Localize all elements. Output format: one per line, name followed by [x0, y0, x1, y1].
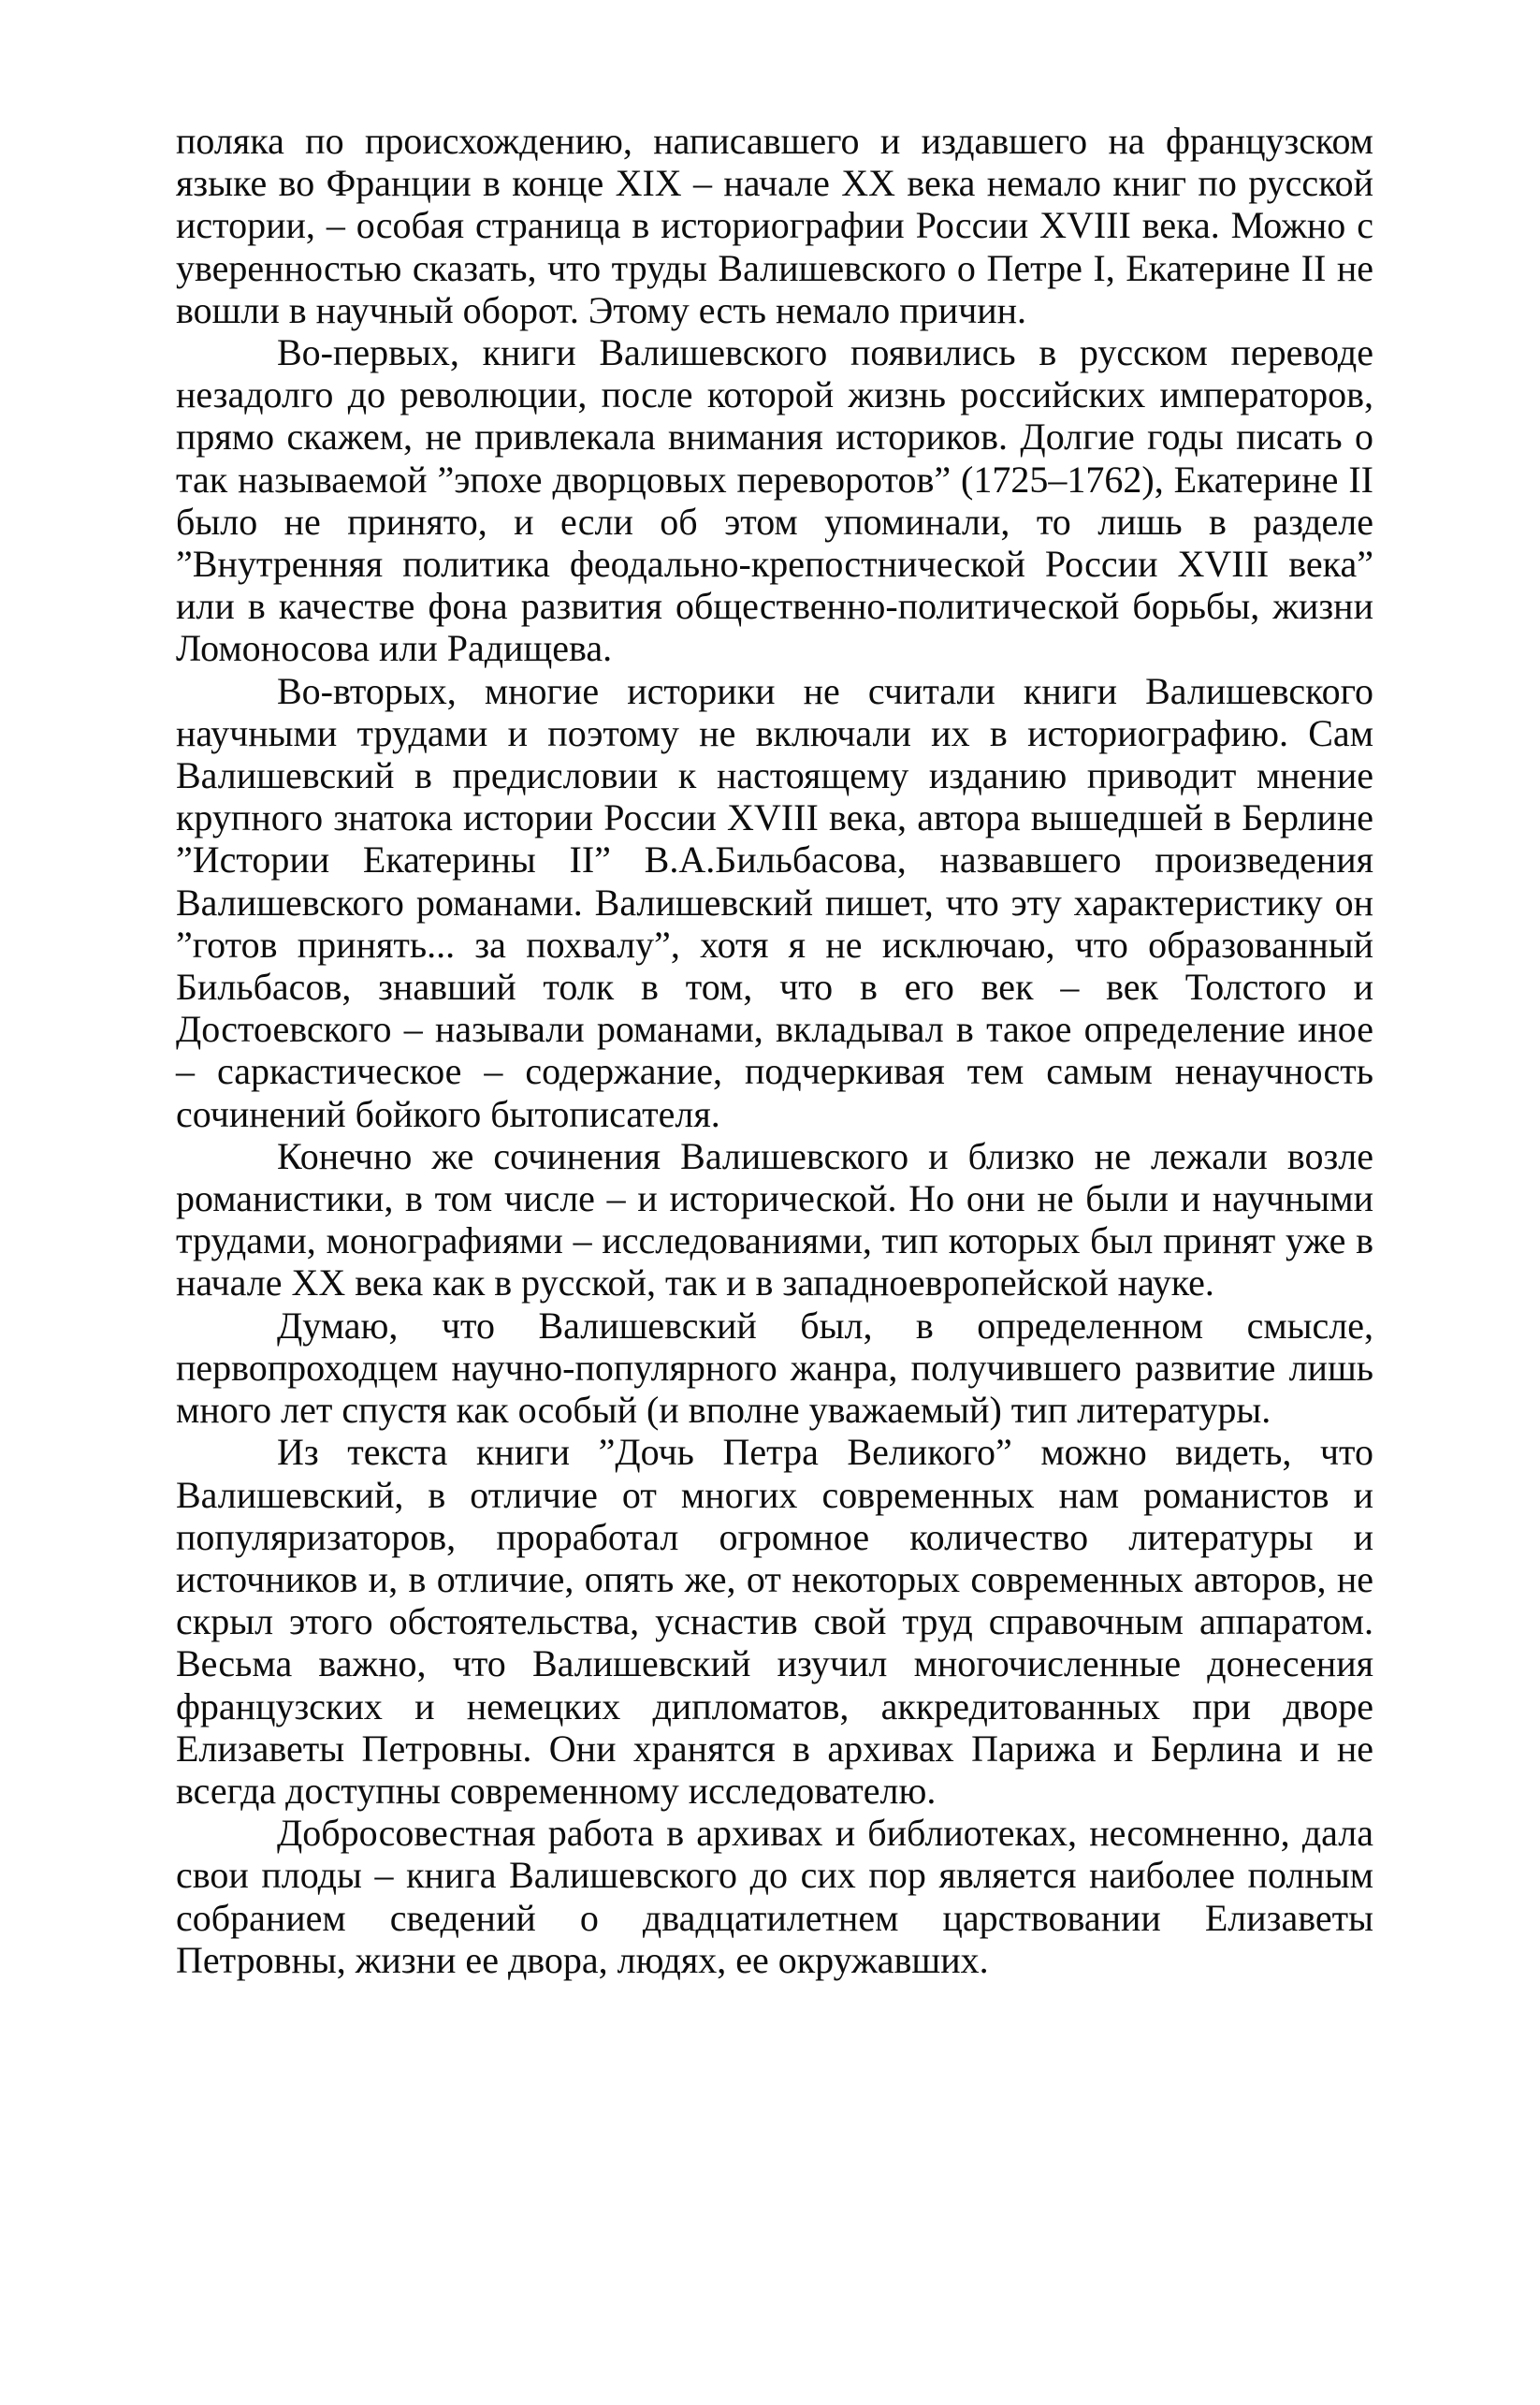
paragraph-second-reason: Во-вторых, многие историки не считали книги Валишевского научными трудами и поэтому не включали их в историографию. Сам Валишевский в предисловии к настоящему изданию приводит мнение крупного знатока истории России XVIII века, автора вышедшей в Берлине ”Истории Екатерины II” В.А.Бильбасова, назвавшего произведения Валишевского романами. Валишевский пишет, что эту характеристику он ”готов принять... за похвалу”, хотя я не исключаю, что образованный Бильбасов, знавший толк в том, что в его век – век Толстого и Достоевского – называли романами, вкладывал в такое определение иное – саркастическое – содержание, подчеркивая тем самым ненаучность сочинений бойкого бытописателя. [176, 669, 1373, 1135]
paragraph-romanistics: Конечно же сочинения Валишевского и близко не лежали возле романистики, в том числе – и исторической. Но они не были и научными трудами, монографиями – исследованиями, тип которых был принят уже в начале XX века как в русской, так и в западноевропейской науке. [176, 1134, 1373, 1305]
paragraph-conclusion: Добросовестная работа в архивах и библиотеках, несомненно, дала свои плоды – книга Валишевского до сих пор является наиболее полным собранием сведений о двадцатилетнем царствовании Елизаветы Петровны, жизни ее двора, людях, ее окружавших. [176, 1812, 1373, 1981]
paragraph-continuation: поляка по происхождению, написавшего и издавшего на французском языке во Франции в конце XIX – начале XX века немало книг по русской истории, – особая страница в историографии России XVIII века. Можно с уверенностью сказать, что труды Валишевского о Петре I, Екатерине II не вошли в научный оборот. Этому есть немало причин. [176, 120, 1373, 331]
body-text [176, 120, 1373, 1981]
paragraph-pioneer: Думаю, что Валишевский был, в определенном смысле, первопроходцем научно-популярного жанра, получившего развитие лишь много лет спустя как особый (и вполне уважаемый) тип литературы. [176, 1304, 1373, 1432]
paragraph-first-reason: Во-первых, книги Валишевского появились в русском переводе незадолго до революции, после которой жизнь российских императоров, прямо скажем, не привлекала внимания историков. Долгие годы писать о так называемой ”эпохе дворцовых переворотов” (1725–1762), Екатерине II было не принято, и если об этом упоминали, то лишь в разделе ”Внутренняя политика феодально-крепостнической России XVIII века” или в качестве фона развития общественно-политической борьбы, жизни Ломоносова или Радищева. [176, 331, 1373, 670]
paragraph-sources: Из текста книги ”Дочь Петра Великого” можно видеть, что Валишевский, в отличие от многих современных нам романистов и популяризаторов, проработал огромное количество литературы и источников и, в отличие, опять же, от некоторых современных авторов, не скрыл этого обстоятельства, уснастив свой труд справочным аппаратом. Весьма важно, что Валишевский изучил многочисленные донесения французских и немецких дипломатов, аккредитованных при дворе Елизаветы Петровны. Они хранятся в архивах Парижа и Берлина и не всегда доступны современному исследователю. [176, 1431, 1373, 1812]
